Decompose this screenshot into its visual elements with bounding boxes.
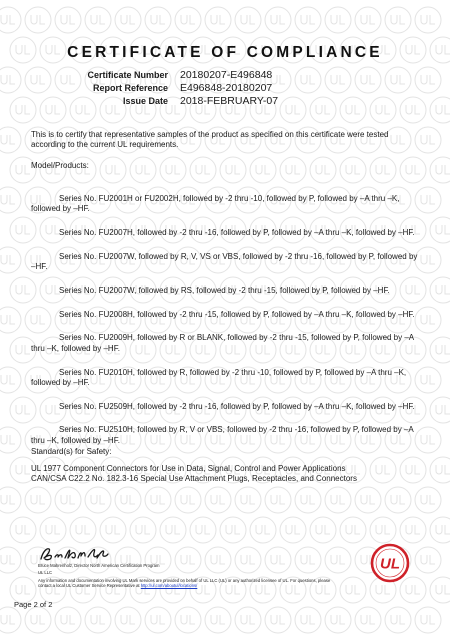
certificate-meta	[0, 70, 450, 109]
series-item: Series No. FU2001H or FU2002H, followed by -2 thru -10, followed by P, followed by –A thru –K, followed by –HF.	[31, 193, 400, 214]
locations-link[interactable]: http://ul.com/aboutul/locations/	[140, 583, 198, 589]
page-number: Page 2 of 2	[14, 600, 53, 609]
series-item: Series No. FU2509H, followed by -2 thru -16, followed by P, followed by –A thru –K, followed by –HF.	[59, 401, 415, 411]
intro-statement: This is to certify that representative samples of the product as specified on this certificate were tested according to the current UL requirements.	[31, 130, 389, 150]
series-list	[31, 194, 423, 446]
certificate-title: CERTIFICATE OF COMPLIANCE	[67, 44, 383, 61]
ul-logo-text: UL	[380, 555, 400, 573]
certificate-body	[31, 130, 423, 460]
series-item: Series No. FU2007W, followed by RS, followed by -2 thru -15, followed by P, followed by –HF.	[59, 285, 390, 295]
disclaimer-line: Any information and documentation involving UL Mark services are provided on behalf of UL LLC (UL) or any authorized licensee of UL. For questions, please	[38, 578, 331, 583]
series-item: Series No. FU2007W, followed by R, V, VS or VBS, followed by -2 thru -16, followed by P, followed by –HF.	[31, 251, 418, 272]
standard-item: UL 1977 Component Connectors for Use in Data, Signal, Control and Power Applications	[31, 464, 346, 473]
meta-label: Report Reference	[92, 83, 168, 93]
meta-row-issue-date	[0, 96, 450, 109]
disclaimer-text: contact a local UL Customer Service Representative at	[38, 583, 140, 589]
series-item: Series No. FU2008H, followed by -2 thru -15, followed by P, followed by –A thru –K, followed by –HF.	[59, 309, 415, 319]
series-item: Series No. FU2007H, followed by -2 thru -16, followed by P, followed by –A thru –K, followed by –HF.	[59, 227, 415, 237]
meta-value: 2018-FEBRUARY-07	[180, 95, 279, 107]
signature-image	[38, 545, 110, 563]
meta-label: Certificate Number	[87, 70, 168, 80]
series-item: Series No. FU2510H, followed by R, V or VBS, followed by -2 thru -16, followed by P, followed by –A thru –K, followed by –HF.	[31, 425, 414, 445]
disclaimer	[38, 578, 363, 588]
ul-logo-icon	[370, 543, 410, 583]
standards-list	[31, 464, 431, 484]
meta-label: Issue Date	[122, 96, 168, 106]
series-item: Series No. FU2009H, followed by R or BLANK, followed by -2 thru -15, followed by P, followed by –A thru –K, followed by –HF.	[31, 333, 414, 353]
models-label: Model/Products:	[31, 160, 89, 170]
standards-label: Standard(s) for Safety:	[31, 447, 112, 456]
series-item: Series No. FU2010H, followed by R, followed by -2 thru -10, followed by P, followed by –A thru –K, followed by –HF.	[31, 367, 407, 387]
meta-value: 20180207-E496848	[180, 69, 273, 81]
meta-value: E496848-20180207	[180, 82, 273, 94]
standard-item: CAN/CSA C22.2 No. 182.3-16 Special Use Attachment Plugs, Receptacles, and Connectors	[31, 474, 357, 483]
signer-name: Bruce Mahrenholz, Director North American Certification Program	[38, 563, 160, 568]
disclaimer-line	[38, 583, 363, 588]
organization-name: UL LLC	[38, 570, 53, 575]
